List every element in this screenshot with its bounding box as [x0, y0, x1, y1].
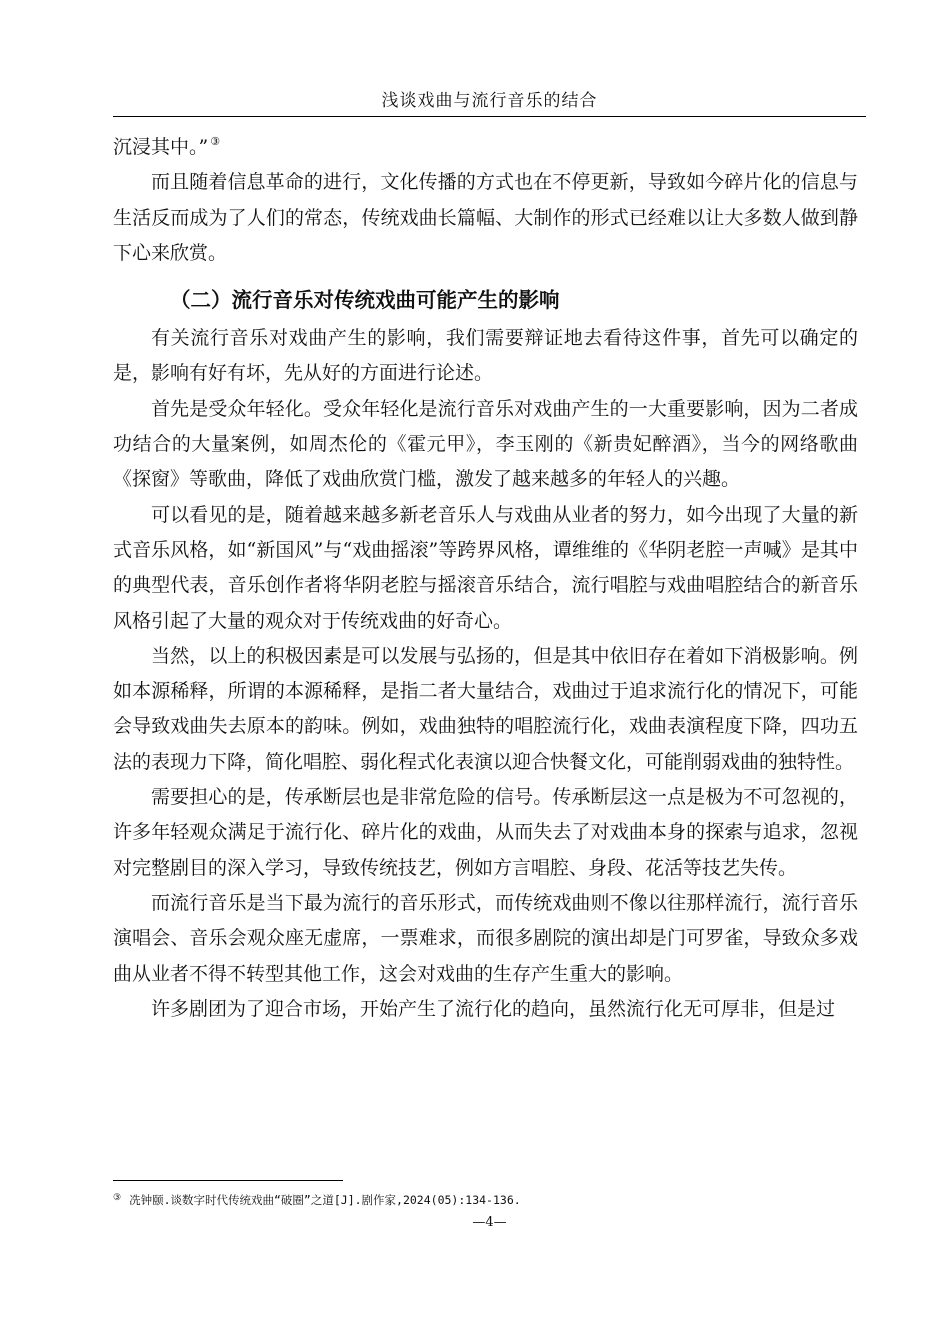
paragraph: 有关流行音乐对戏曲产生的影响，我们需要辩证地去看待这件事，首先可以确定的是，影响有好有坏，先从好的方面进行论述。	[113, 327, 858, 385]
paragraph: 需要担心的是，传承断层也是非常危险的信号。传承断层这一点是极为不可忽视的，许多年轻观众满足于流行化、碎片化的戏曲，从而失去了对戏曲本身的探索与追求，忽视对完整剧目的深入学习，导致传统技艺，例如方言唱腔、身段、花活等技艺失传。	[113, 786, 858, 879]
footnote	[113, 1189, 858, 1209]
footnote-reference[interactable]: ③	[210, 135, 221, 148]
footnote-mark: ③	[113, 1193, 122, 1203]
footnote-separator	[113, 1180, 343, 1181]
paragraph: 而且随着信息革命的进行，文化传播的方式也在不停更新，导致如今碎片化的信息与生活反而成为了人们的常态，传统戏曲长篇幅、大制作的形式已经难以让大多数人做到静下心来欣赏。	[113, 171, 858, 264]
paragraph-text: 沉浸其中。”	[113, 136, 209, 158]
section-heading: （二）流行音乐对传统戏曲可能产生的影响	[170, 288, 560, 313]
paragraph: 可以看见的是，随着越来越多新老音乐人与戏曲从业者的努力，如今出现了大量的新式音乐风格，如“新国风”与“戏曲摇滚”等跨界风格，谭维维的《华阴老腔一声喊》是其中的典型代表，音乐创作者将华阴老腔与摇滚音乐结合，流行唱腔与戏曲唱腔结合的新音乐风格引起了大量的观众对于传统戏曲的好奇心。	[113, 503, 858, 632]
paragraph: 当然，以上的积极因素是可以发展与弘扬的，但是其中依旧存在着如下消极影响。例如本源稀释，所谓的本源稀释，是指二者大量结合，戏曲过于追求流行化的情况下，可能会导致戏曲失去原本的韵味。例如，戏曲独特的唱腔流行化，戏曲表演程度下降，四功五法的表现力下降，简化唱腔、弱化程式化表演以迎合快餐文化，可能削弱戏曲的独特性。	[113, 644, 858, 773]
running-header: 浅谈戏曲与流行音乐的结合	[381, 91, 598, 111]
paragraph-continuation	[113, 130, 858, 165]
page-number: —4—	[472, 1215, 507, 1230]
header-rule	[113, 116, 866, 117]
footnote-text: 冼钟颐.谈数字时代传统戏曲“破圈”之道[J].剧作家,2024(05):134-136.	[129, 1193, 521, 1207]
paragraph: 许多剧团为了迎合市场，开始产生了流行化的趋向，虽然流行化无可厚非，但是过	[151, 997, 836, 1020]
paragraph: 首先是受众年轻化。受众年轻化是流行音乐对戏曲产生的一大重要影响，因为二者成功结合的大量案例，如周杰伦的《霍元甲》，李玉刚的《新贵妃醉酒》，当今的网络歌曲《探窗》等歌曲，降低了戏曲欣赏门槛，激发了越来越多的年轻人的兴趣。	[113, 397, 858, 491]
body-text	[113, 130, 858, 1027]
paragraph: 而流行音乐是当下最为流行的音乐形式，而传统戏曲则不像以往那样流行，流行音乐演唱会、音乐会观众座无虚席，一票难求，而很多剧院的演出却是门可罗雀，导致众多戏曲从业者不得不转型其他工作，这会对戏曲的生存产生重大的影响。	[113, 891, 858, 985]
